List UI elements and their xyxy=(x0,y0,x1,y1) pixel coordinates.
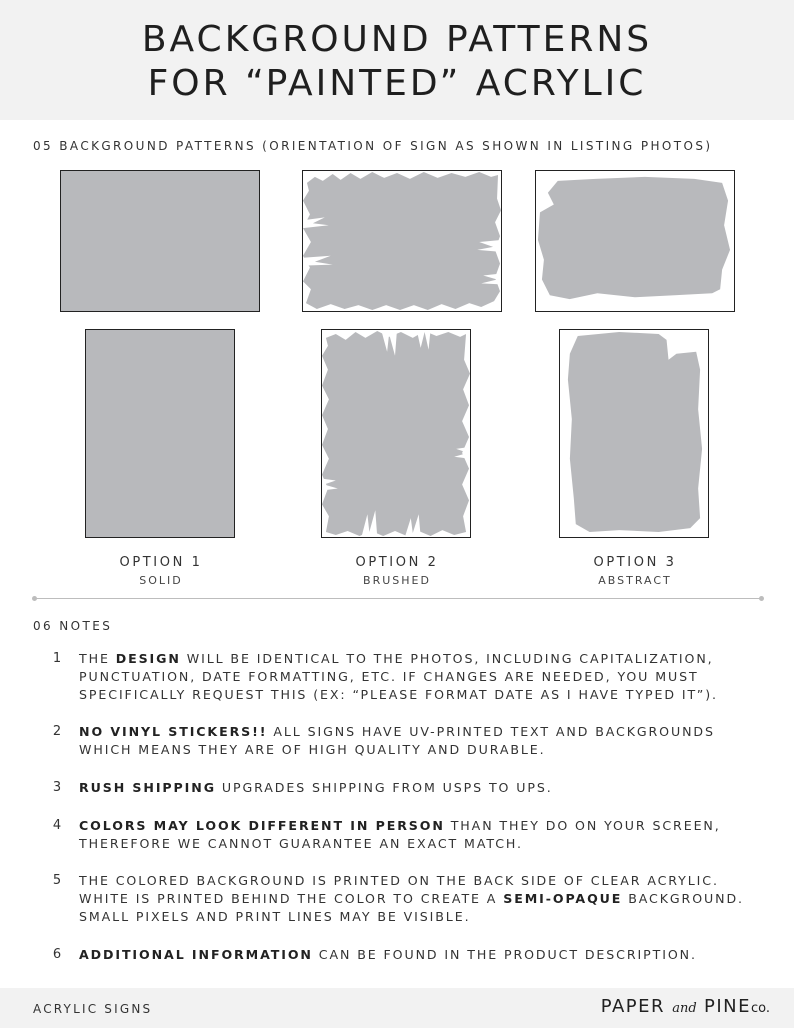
note-number: 6 xyxy=(52,947,62,962)
option-3-name: OPTION 3 xyxy=(593,555,677,570)
brand-logo: PAPER and PINEco. xyxy=(600,996,770,1017)
title-line-2: FOR “PAINTED” ACRYLIC xyxy=(147,63,647,104)
note-emphasis: ADDITIONAL INFORMATION xyxy=(79,947,313,962)
note-emphasis: COLORS MAY LOOK DIFFERENT IN PERSON xyxy=(79,818,445,833)
section-divider xyxy=(34,598,762,599)
option-1-name: OPTION 1 xyxy=(119,555,203,570)
page-title xyxy=(0,18,794,106)
note-text: THE DESIGN WILL BE IDENTICAL TO THE PHOTOS, INCLUDING CAPITALIZATION, PUNCTUATION, DATE FORMATTING, ETC. IF CHANGES ARE NEEDED, YOU MUST SPECIFICALLY REQUEST THIS (EX: “PLEASE FORMAT DATE AS I HAVE TYPED IT”). xyxy=(79,651,718,702)
note-text: RUSH SHIPPING UPGRADES SHIPPING FROM USPS TO UPS. xyxy=(79,780,553,795)
note-emphasis: RUSH SHIPPING xyxy=(79,780,216,795)
note-text: COLORS MAY LOOK DIFFERENT IN PERSON THAN THEY DO ON YOUR SCREEN, THEREFORE WE CANNOT GUARANTEE AN EXACT MATCH. xyxy=(79,818,721,851)
note-number: 4 xyxy=(52,818,62,833)
option-2-style: BRUSHED xyxy=(363,574,431,587)
note-number: 3 xyxy=(52,780,62,795)
swatch-solid-portrait xyxy=(85,329,235,538)
title-line-1: BACKGROUND PATTERNS xyxy=(141,19,653,60)
swatch-brushed-portrait xyxy=(321,329,471,538)
footer xyxy=(0,988,794,1028)
swatch-solid-landscape xyxy=(60,170,260,312)
option-3-style: ABSTRACT xyxy=(598,574,672,587)
note-number: 1 xyxy=(52,651,62,666)
note-number: 2 xyxy=(52,724,62,739)
patterns-section-label: 05 BACKGROUND PATTERNS (ORIENTATION OF SIGN AS SHOWN IN LISTING PHOTOS) xyxy=(33,139,713,153)
swatch-abstract-portrait xyxy=(559,329,709,538)
swatch-brushed-landscape xyxy=(302,170,502,312)
notes-section-label: 06 NOTES xyxy=(33,619,113,633)
note-emphasis: SEMI-OPAQUE xyxy=(503,891,623,906)
option-1-style: SOLID xyxy=(139,574,183,587)
swatch-abstract-landscape xyxy=(535,170,735,312)
option-2-name: OPTION 2 xyxy=(355,555,439,570)
note-text: ADDITIONAL INFORMATION CAN BE FOUND IN THE PRODUCT DESCRIPTION. xyxy=(79,947,697,962)
footer-category: ACRYLIC SIGNS xyxy=(33,1002,153,1016)
note-number: 5 xyxy=(52,873,62,888)
note-text: THE COLORED BACKGROUND IS PRINTED ON THE BACK SIDE OF CLEAR ACRYLIC. WHITE IS PRINTED BEHIND THE COLOR TO CREATE A SEMI-OPAQUE BACKGROUND. SMALL PIXELS AND PRINT LINES MAY BE VISIBLE. xyxy=(79,873,744,924)
header xyxy=(0,0,794,120)
note-emphasis: NO VINYL STICKERS!! xyxy=(79,724,268,739)
note-emphasis: DESIGN xyxy=(115,651,181,666)
note-text: NO VINYL STICKERS!! ALL SIGNS HAVE UV-PRINTED TEXT AND BACKGROUNDS WHICH MEANS THEY ARE OF HIGH QUALITY AND DURABLE. xyxy=(79,724,715,757)
